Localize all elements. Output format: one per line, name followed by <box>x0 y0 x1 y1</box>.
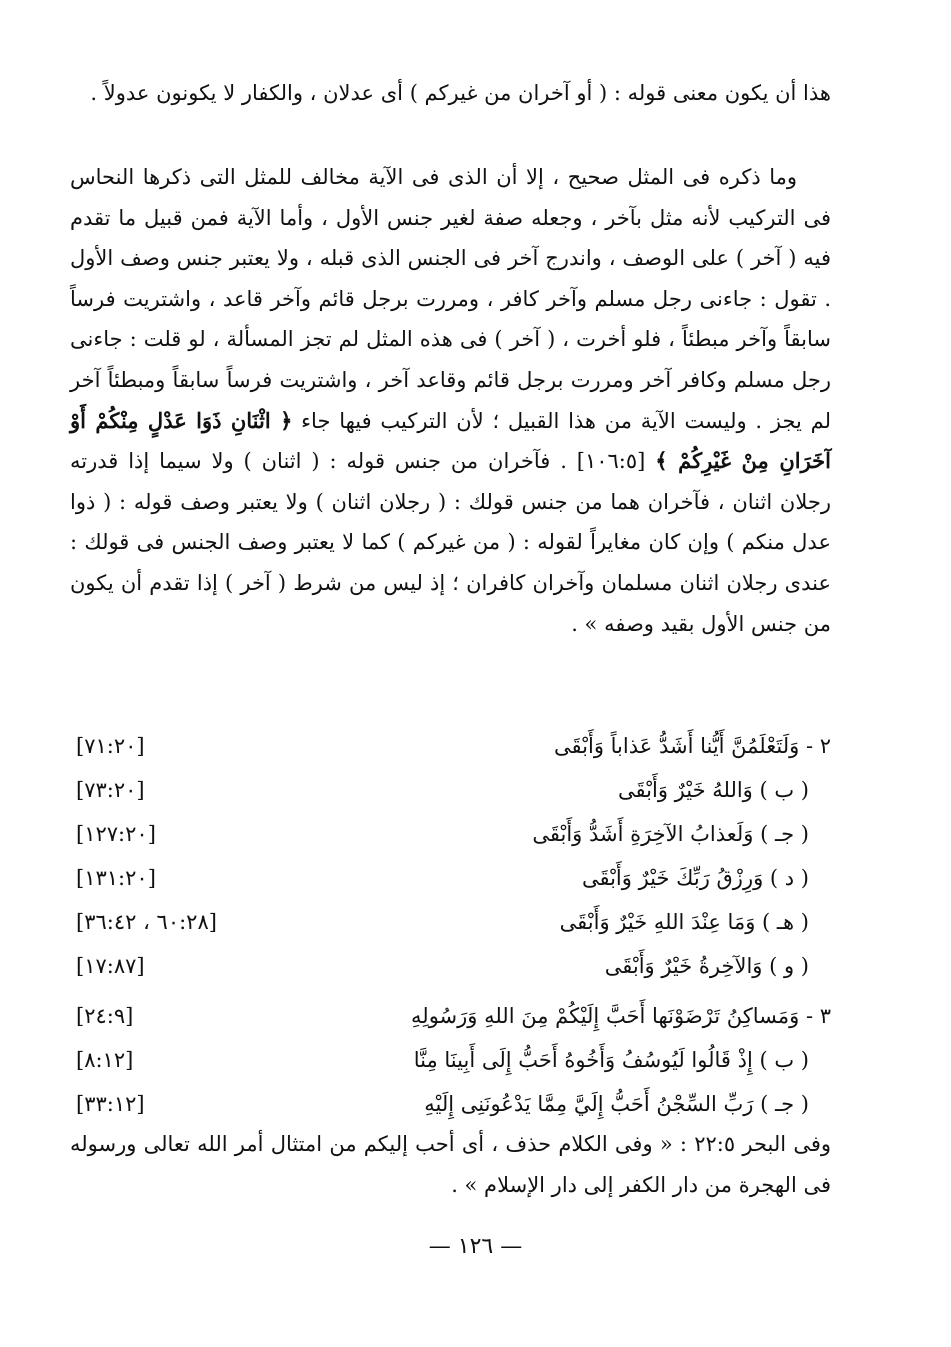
verse-text: ( ب ) إِذْ قَالُوا لَيُوسُفُ وَأَخُوهُ أَحَبُّ إِلَى أَبِينَا مِنَّا <box>413 1048 809 1072</box>
verse-reference: [٧١:٢٠] <box>76 734 145 758</box>
verse-text: ( جـ ) رَبِّ السِّجْنُ أَحَبُّ إِلَيَّ مِمَّا يَدْعُونَنِى إِلَيْهِ <box>424 1092 809 1116</box>
verse-text: ( هـ ) وَمَا عِنْدَ اللهِ خَيْرٌ وَأَبْقَى <box>559 910 809 934</box>
list-item <box>70 900 831 944</box>
verse-reference: [٣٣:١٢] <box>76 1092 145 1116</box>
list-item <box>70 724 831 768</box>
verse-reference: [١٣١:٢٠] <box>76 866 156 890</box>
paragraph-text-after-verse: [١٠٦:٥] . فآخران من جنس قوله : ( اثنان ) ولا سيما إذا قدرته رجلان اثنان ، فآخران هما من جنس قولك : ( رجلان اثنان ) ولا يعتبر وصف قوله : ( ذوا عدل منكم ) وإن كان مغايراً لقوله : ( من غيركم ) كما لا يعتبر وصف الجنس فى قولك : عندى رجلان اثنان مسلمان وآخران كافران ؛ إذ ليس من شرط ( آخر ) إذا تقدم أن يكون من جنس الأول بقيد وصفه » . <box>70 449 831 636</box>
paragraph-continuation <box>70 73 831 114</box>
verse-text: ( ب ) وَاللهُ خَيْرٌ وَأَبْقَى <box>618 778 809 802</box>
paragraph-text: هذا أن يكون معنى قوله : ( أو آخران من غيركم ) أى عدلان ، والكفار لا يكونون عدولاً . <box>90 81 831 105</box>
verse-reference: [١٧:٨٧] <box>76 954 145 978</box>
verse-reference: [١٢٧:٢٠] <box>76 822 156 846</box>
paragraph-commentary <box>70 157 831 644</box>
list-item <box>70 944 831 988</box>
verse-reference: [٦٠:٢٨ ، ٣٦:٤٢] <box>76 910 217 934</box>
list-item <box>70 856 831 900</box>
list-item <box>70 994 831 1038</box>
list-item <box>70 768 831 812</box>
verse-reference-list <box>70 724 831 1126</box>
quran-verse: ﴿ اثْنَانِ ذَوَا عَدْلٍ مِنْكُمْ أَوْ آخَرَانِ مِنْ غَيْرِكُمْ ﴾ <box>70 407 831 474</box>
verse-text: ( و ) وَالآخِرةُ خَيْرٌ وَأَبْقَى <box>604 954 809 978</box>
verse-text: ٢ - وَلَتَعْلَمُنَّ أَيُّنا أَشَدُّ عَذاباً وَأَبْقَى <box>554 734 831 758</box>
verse-text: ٣ - وَمَساكِنُ تَرْضَوْنَها أَحَبَّ إِلَيْكُمْ مِنَ اللهِ وَرَسُولِهِ <box>411 1004 831 1028</box>
paragraph-bahr-note <box>70 1124 831 1205</box>
verse-text: ( جـ ) وَلَعذابُ الآخِرَةِ أَشَدُّ وَأَبْقَى <box>532 822 809 846</box>
page-number: — ١٢٦ — <box>428 1234 523 1259</box>
paragraph-text: وفى البحر ٢٢:٥ : « وفى الكلام حذف ، أى أحب إليكم من امتثال أمر الله تعالى ورسوله فى الهجرة من دار الكفر إلى دار الإسلام » . <box>70 1132 832 1197</box>
paragraph-text <box>70 157 831 644</box>
verse-reference: [٢٤:٩] <box>76 1004 134 1028</box>
paragraph-text-before-verse: وما ذكره فى المثل صحيح ، إلا أن الذى فى الآية مخالف للمثل التى ذكرها النحاس فى التركيب لأنه مثل بآخر ، وجعله صفة لغير جنس الأول ، وأما الآية فمن قبيل ما تقدم فيه ( آخر ) على الوصف ، واندرج آخر فى الجنس الذى قبله ، ولا يعتبر جنس وصف الأول . تقول : جاءنى رجل مسلم وآخر كافر ، ومررت برجل قائم وآخر قاعد ، واشتريت فرساً سابقاً وآخر مبطئاً ، فلو أخرت ، ( آخر ) فى هذه المثل لم تجز المسألة ، لو قلت : جاءنى رجل مسلم وكافر آخر ومررت برجل قائم وقاعد آخر ، واشتريت فرساً سابقاً ومبطئاً آخر لم يجز . وليست الآية من هذا القبيل ؛ لأن التركيب فيها جاء <box>70 165 831 433</box>
verse-reference: [٧٣:٢٠] <box>76 778 145 802</box>
list-item <box>70 812 831 856</box>
list-item <box>70 1082 831 1126</box>
list-item <box>70 1038 831 1082</box>
verse-text: ( د ) وَرِزْقُ رَبِّكَ خَيْرٌ وَأَبْقَى <box>581 866 809 890</box>
verse-reference: [٨:١٢] <box>76 1048 134 1072</box>
